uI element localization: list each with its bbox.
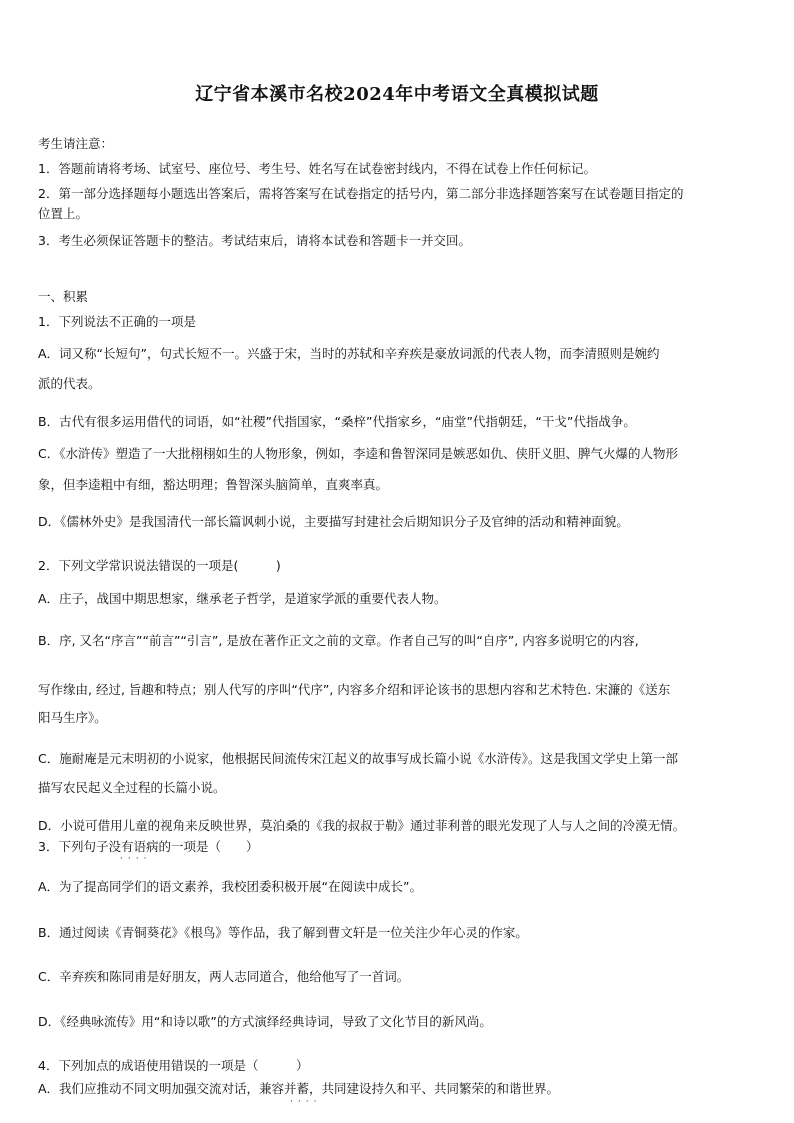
- notice-heading: 考生请注意：: [38, 136, 114, 151]
- option-line: 象，但李逵粗中有细，豁达明理；鲁智深头脑简单，直爽率真。: [38, 477, 389, 492]
- notice-item: 3．考生必须保证答题卡的整洁。考试结束后，请将本试卷和答题卡一并交回。: [38, 233, 471, 248]
- section-heading: 一、积累: [38, 289, 89, 304]
- option-line: D．小说可借用儿童的视角来反映世界，莫泊桑的《我的叔叔于勒》通过菲利普的眼光发现了人与人之间的冷漠无情。: [38, 818, 686, 833]
- option-line: A．庄子，战国中期思想家，继承老子哲学，是道家学派的重要代表人物。: [38, 591, 447, 606]
- question-stem: 3．下列句子没有语病的一项是（ ）: [38, 839, 259, 854]
- option-line: D．《儒林外史》是我国清代一部长篇讽刺小说，主要描写封建社会后期知识分子及官绅的活动和精神面貌。: [38, 514, 629, 529]
- option-line: A．我们应推动不同文明加强交流对话，兼容并蓄，共同建设持久和平、共同繁荣的和谐世界。: [38, 1081, 560, 1096]
- option-line: B．古代有很多运用借代的词语，如“社稷”代指国家，“桑梓”代指家乡，“庙堂”代指朝廷，“干戈”代指战争。: [38, 414, 636, 429]
- question-stem: 4．下列加点的成语使用错误的一项是（ ）: [38, 1058, 309, 1073]
- option-line: A．为了提高同学们的语文素养，我校团委积极开展“在阅读中成长”。: [38, 879, 423, 894]
- option-line: C．《水浒传》塑造了一大批栩栩如生的人物形象，例如，李逵和鲁智深同是嫉恶如仇、侠肝义胆、脾气火爆的人物形: [38, 446, 678, 461]
- option-line: B．序, 又名“序言”“前言”“引言”, 是放在著作正文之前的文章。作者自己写的叫“自序”, 内容多说明它的内容,: [38, 633, 639, 648]
- option-line: 派的代表。: [38, 376, 101, 391]
- option-line: 阳马生序》。: [38, 710, 107, 725]
- notice-item: 位置上。: [38, 206, 89, 221]
- emphasis-dots: ····: [290, 1097, 322, 1107]
- page-title: 辽宁省本溪市名校2024年中考语文全真模拟试题: [195, 84, 599, 105]
- option-line: C．辛弃疾和陈同甫是好朋友，两人志同道合，他给他写了一首词。: [38, 969, 410, 984]
- option-line: C．施耐庵是元末明初的小说家，他根据民间流传宋江起义的故事写成长篇小说《水浒传》。这是我国文学史上第一部: [38, 751, 678, 766]
- option-line: 描写农民起义全过程的长篇小说。: [38, 780, 226, 795]
- notice-item: 2．第一部分选择题每小题选出答案后，需将答案写在试卷指定的括号内，第二部分非选择题答案写在试卷题目指定的: [38, 186, 684, 201]
- option-line: D．《经典咏流传》用“和诗以歌”的方式演绎经典诗词，导致了文化节目的新风尚。: [38, 1014, 492, 1029]
- question-stem: 2．下列文学常识说法错误的一项是( ): [38, 558, 281, 573]
- notice-item: 1．答题前请将考场、试室号、座位号、考生号、姓名写在试卷密封线内，不得在试卷上作任何标记。: [38, 161, 596, 176]
- option-line: A．词又称“长短句”，句式长短不一。兴盛于宋，当时的苏轼和辛弃疾是豪放词派的代表人物，而李清照则是婉约: [38, 346, 660, 361]
- emphasis-dots: ····: [120, 854, 152, 864]
- option-line: B．通过阅读《青铜葵花》《根鸟》等作品，我了解到曹文轩是一位关注少年心灵的作家。: [38, 925, 528, 940]
- question-stem: 1．下列说法不正确的一项是: [38, 314, 196, 329]
- option-line: 写作缘由, 经过, 旨趣和特点；别人代写的序叫“代序”, 内容多介绍和评论该书的思想内容和艺术特色. 宋濂的《送东: [38, 682, 671, 697]
